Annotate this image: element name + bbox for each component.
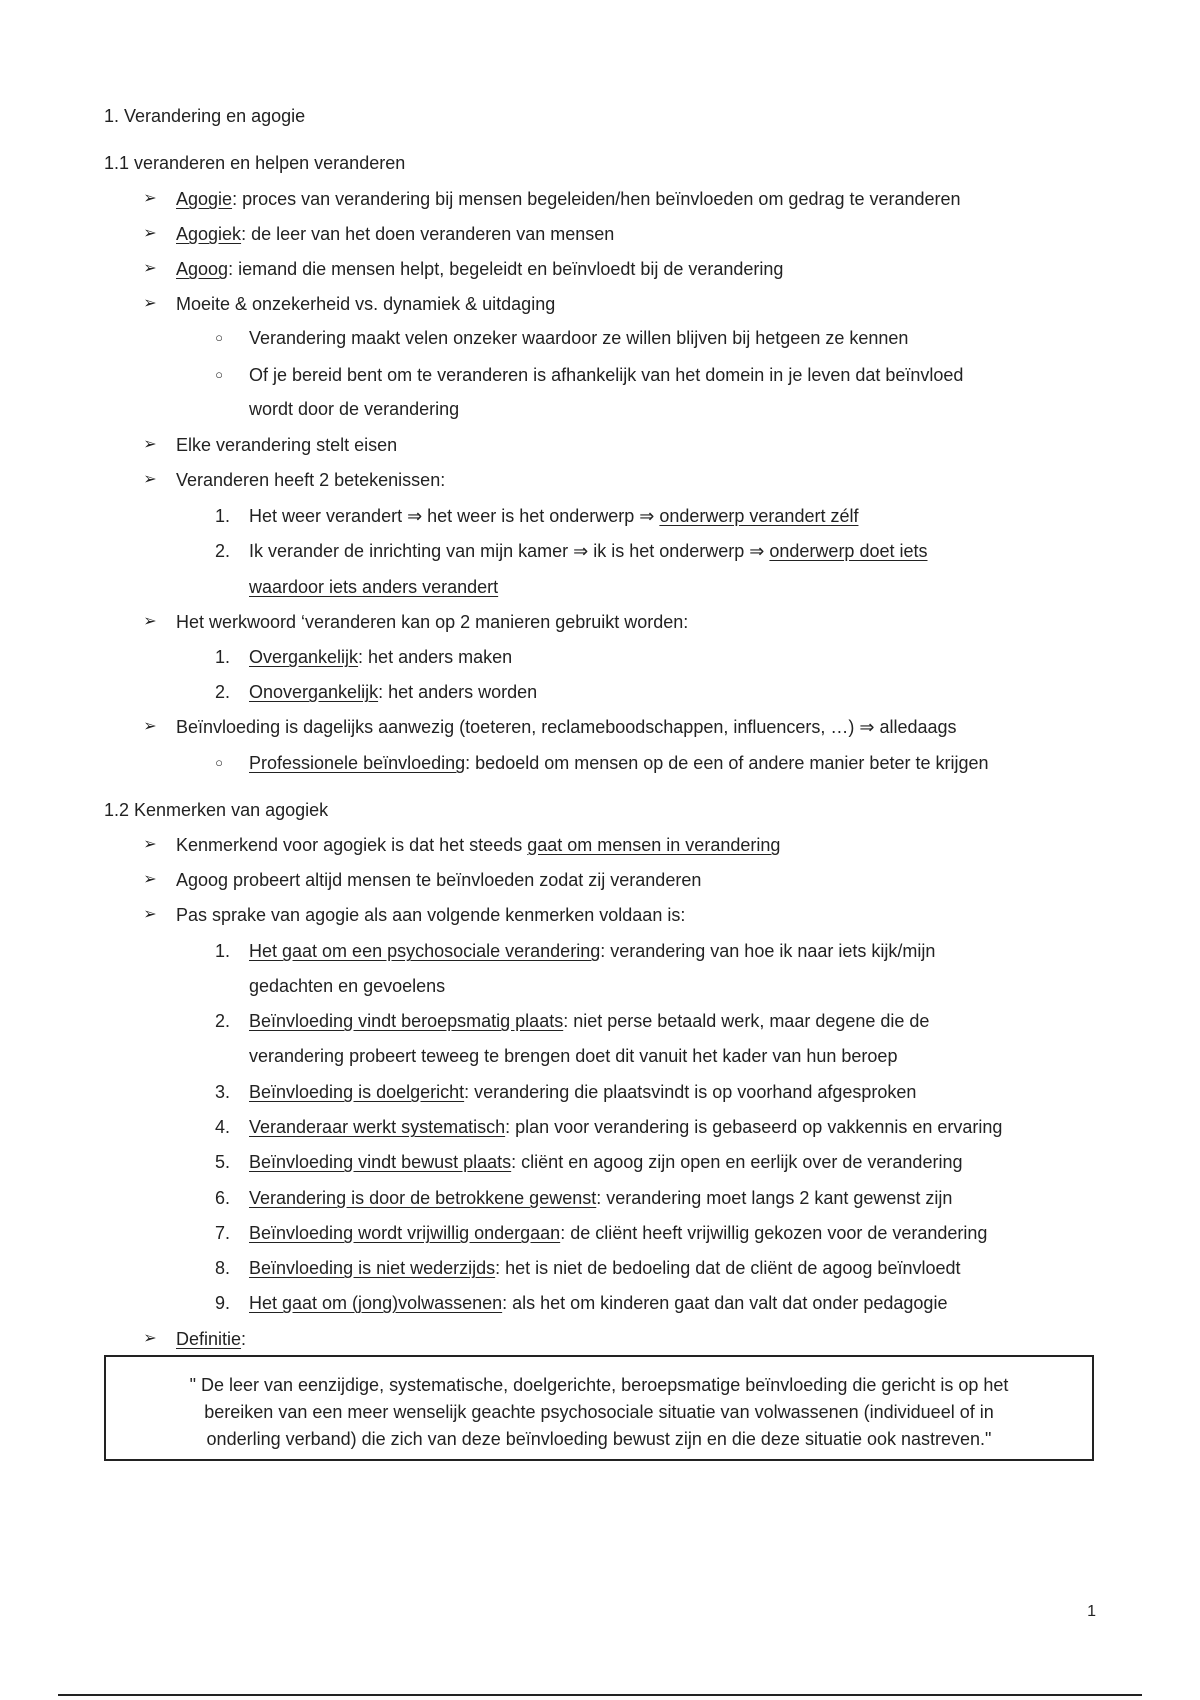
term-agoog: Agoog xyxy=(176,259,229,279)
betekenis-1 xyxy=(249,504,858,528)
number-label: 3. xyxy=(214,1082,230,1102)
term-agogiek: Agogiek xyxy=(176,224,242,244)
arrowhead-bullet-icon: ➢ xyxy=(143,260,157,277)
arrowhead-bullet-icon: ➢ xyxy=(143,718,157,735)
kenmerk-item xyxy=(249,1186,952,1210)
kenmerk-term: Beïnvloeding is niet wederzijds xyxy=(249,1258,496,1278)
chapter-heading: 1. Verandering en agogie xyxy=(104,106,306,126)
kenmerk-rest: : de cliënt heeft vrijwillig gekozen voor de verandering xyxy=(560,1223,988,1243)
arrowhead-bullet-icon: ➢ xyxy=(143,436,157,453)
betekenis-2-cont: waardoor iets anders verandert xyxy=(249,577,499,597)
betekenis-1-underlined: onderwerp verandert zélf xyxy=(659,506,859,526)
number-label: 4. xyxy=(214,1117,230,1137)
arrowhead-bullet-icon: ➢ xyxy=(143,906,157,923)
arrowhead-bullet-icon: ➢ xyxy=(143,190,157,207)
page-number: 1 xyxy=(1087,1603,1096,1620)
number-label: 2. xyxy=(214,541,230,561)
sub-item-onzeker: Verandering maakt velen onzeker waardoor ze willen blijven bij hetgeen ze kennen xyxy=(249,328,909,348)
number-label: 1. xyxy=(214,506,230,526)
betekenis-1-text: Het weer verandert ⇒ het weer is het onderwerp ⇒ xyxy=(249,506,660,526)
arrowhead-bullet-icon: ➢ xyxy=(143,295,157,312)
definitie-colon: : xyxy=(241,1329,247,1349)
term-overgankelijk: Overgankelijk xyxy=(249,647,359,667)
kenmerk-rest: : als het om kinderen gaat dan valt dat onder pedagogie xyxy=(502,1293,948,1313)
definition-agogie: : proces van verandering bij mensen begeleiden/hen beïnvloeden om gedrag te veranderen xyxy=(232,189,961,209)
kenmerk-term: Het gaat om (jong)volwassenen xyxy=(249,1293,503,1313)
kenmerk-item xyxy=(249,1221,987,1245)
kenmerk-rest: : verandering van hoe ik naar iets kijk/mijn xyxy=(600,941,936,961)
werkwoord-2 xyxy=(249,680,537,704)
number-label: 1. xyxy=(214,647,230,667)
kenmerkend-text: Kenmerkend voor agogiek is dat het steeds xyxy=(176,835,528,855)
arrowhead-bullet-icon: ➢ xyxy=(143,836,157,853)
kenmerk-cont: gedachten en gevoelens xyxy=(249,976,446,996)
term-definitie: Definitie xyxy=(176,1329,242,1349)
kenmerk-item xyxy=(249,1150,962,1174)
kenmerk-term: Veranderaar werkt systematisch xyxy=(249,1117,506,1137)
number-label: 6. xyxy=(214,1188,230,1208)
kenmerk-item xyxy=(249,1080,916,1104)
kenmerk-rest: : verandering moet langs 2 kant gewenst zijn xyxy=(596,1188,953,1208)
section-heading-1-2: 1.2 Kenmerken van agogiek xyxy=(104,800,329,820)
list-item-definitie xyxy=(176,1327,246,1351)
list-item-moeite: Moeite & onzekerheid vs. dynamiek & uitdaging xyxy=(176,294,556,314)
kenmerk-term: Beïnvloeding vindt beroepsmatig plaats xyxy=(249,1011,564,1031)
kenmerk-item xyxy=(249,939,935,963)
sub-item-bereid: Of je bereid bent om te veranderen is afhankelijk van het domein in je leven dat beïnvloed xyxy=(249,365,964,385)
section-heading-1-1: 1.1 veranderen en helpen veranderen xyxy=(104,153,406,173)
kenmerk-rest: : het is niet de bedoeling dat de cliënt de agoog beïnvloedt xyxy=(495,1258,961,1278)
kenmerk-rest: : niet perse betaald werk, maar degene die de xyxy=(563,1011,930,1031)
werkwoord-1 xyxy=(249,645,512,669)
list-item-kenmerkend xyxy=(176,833,780,857)
definition-quote-line-2: bereiken van een meer wenselijk geachte psychosociale situatie van volwassenen (individueel of in xyxy=(204,1402,994,1422)
term-professionele-beinvloeding: Professionele beïnvloeding xyxy=(249,753,466,773)
kenmerk-term: Verandering is door de betrokkene gewenst xyxy=(249,1188,597,1208)
number-label: 7. xyxy=(214,1223,230,1243)
kenmerk-term: Beïnvloeding wordt vrijwillig ondergaan xyxy=(249,1223,561,1243)
arrowhead-bullet-icon: ➢ xyxy=(143,613,157,630)
list-item-agoog xyxy=(176,257,783,281)
list-item-elke: Elke verandering stelt eisen xyxy=(176,435,398,455)
kenmerk-item xyxy=(249,1115,1002,1139)
kenmerk-item xyxy=(249,1256,961,1280)
betekenis-2 xyxy=(249,539,928,563)
list-item-werkwoord: Het werkwoord ‘veranderen kan op 2 manieren gebruikt worden: xyxy=(176,612,689,632)
sub-item-bereid-cont: wordt door de verandering xyxy=(249,399,460,419)
number-label: 9. xyxy=(214,1293,230,1313)
list-item-pas: Pas sprake van agogie als aan volgende kenmerken voldaan is: xyxy=(176,905,686,925)
arrowhead-bullet-icon: ➢ xyxy=(143,871,157,888)
number-label: 2. xyxy=(214,1011,230,1031)
kenmerk-rest: : plan voor verandering is gebaseerd op vakkennis en ervaring xyxy=(505,1117,1003,1137)
page-bottom-rule xyxy=(58,1694,1142,1696)
kenmerk-term: Het gaat om een psychosociale verandering xyxy=(249,941,601,961)
term-agogie: Agogie xyxy=(176,189,233,209)
kenmerkend-underlined: gaat om mensen in verandering xyxy=(527,835,781,855)
kenmerk-rest: : cliënt en agoog zijn open en eerlijk over de verandering xyxy=(511,1152,963,1172)
kenmerk-rest: : verandering die plaatsvindt is op voorhand afgesproken xyxy=(464,1082,917,1102)
kenmerk-item xyxy=(249,1291,947,1315)
term-onovergankelijk: Onovergankelijk xyxy=(249,682,379,702)
list-item-betekenissen: Veranderen heeft 2 betekenissen: xyxy=(176,470,446,490)
list-item-probeert: Agoog probeert altijd mensen te beïnvloeden zodat zij veranderen xyxy=(176,870,702,890)
definition-professionele-beinvloeding: : bedoeld om mensen op de een of andere manier beter te krijgen xyxy=(465,753,989,773)
arrowhead-bullet-icon: ➢ xyxy=(143,471,157,488)
kenmerk-item xyxy=(249,1009,929,1033)
number-label: 8. xyxy=(214,1258,230,1278)
betekenis-2-text: Ik verander de inrichting van mijn kamer ⇒ ik is het onderwerp ⇒ xyxy=(249,541,770,561)
betekenis-2-underlined: onderwerp doet iets xyxy=(769,541,928,561)
kenmerk-cont: verandering probeert teweeg te brengen doet dit vanuit het kader van hun beroep xyxy=(249,1046,898,1066)
number-label: 5. xyxy=(214,1152,230,1172)
kenmerk-term: Beïnvloeding is doelgericht xyxy=(249,1082,465,1102)
definition-quote-line-3: onderling verband) die zich van deze beïnvloeding bewust zijn en die deze situatie ook nastreven." xyxy=(206,1429,992,1449)
definition-overgankelijk: : het anders maken xyxy=(358,647,513,667)
arrowhead-bullet-icon: ➢ xyxy=(143,1330,157,1347)
list-item-agogiek xyxy=(176,222,614,246)
definition-quote-line-1: " De leer van eenzijdige, systematische, doelgerichte, beroepsmatige beïnvloeding die gericht is op het xyxy=(189,1375,1009,1395)
number-label: 2. xyxy=(214,682,230,702)
list-item-beinvloeding: Beïnvloeding is dagelijks aanwezig (toeteren, reclameboodschappen, influencers, …) ⇒ alledaags xyxy=(176,717,957,737)
definition-agoog: : iemand die mensen helpt, begeleidt en beïnvloedt bij de verandering xyxy=(228,259,784,279)
arrowhead-bullet-icon: ➢ xyxy=(143,225,157,242)
circle-bullet-icon: ○ xyxy=(215,755,223,770)
kenmerk-term: Beïnvloeding vindt bewust plaats xyxy=(249,1152,512,1172)
definition-agogiek: : de leer van het doen veranderen van mensen xyxy=(241,224,615,244)
circle-bullet-icon: ○ xyxy=(215,330,223,345)
definition-box xyxy=(104,1355,1094,1461)
number-label: 1. xyxy=(214,941,230,961)
definition-onovergankelijk: : het anders worden xyxy=(378,682,538,702)
circle-bullet-icon: ○ xyxy=(215,367,223,382)
list-item-agogie xyxy=(176,187,961,211)
sub-item-professioneel xyxy=(249,751,989,775)
